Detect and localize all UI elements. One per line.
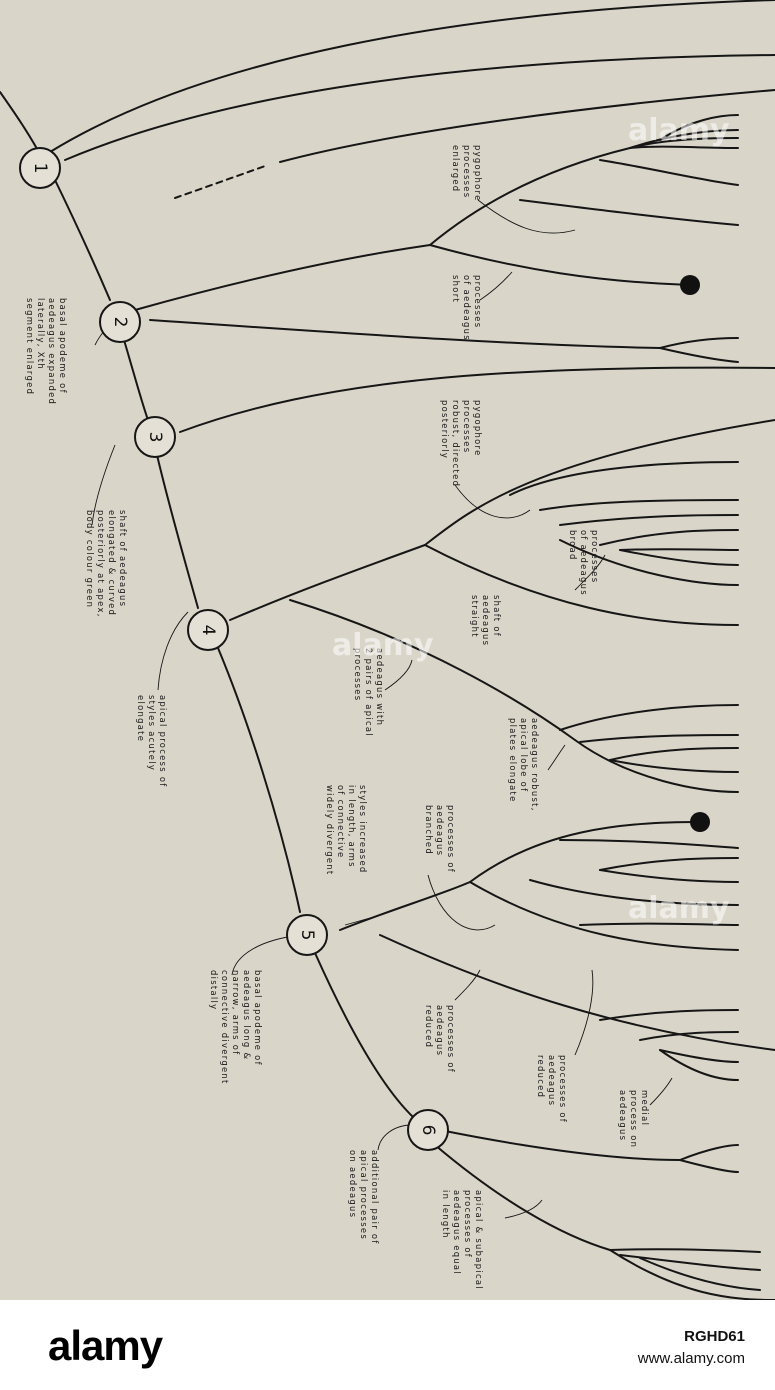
ann-node4-l1: apical process of <box>158 695 168 788</box>
ann-pr-l3: robust, directed <box>451 400 461 488</box>
tip-6e <box>640 1258 760 1290</box>
ann-node2-l3: laterally, Xth <box>36 298 46 370</box>
annotation-node2 <box>25 298 68 405</box>
ann-ra-l1: processes of <box>446 1005 456 1074</box>
ann-si-l1: styles increased <box>358 785 368 874</box>
annotation-pygophore-enlarged <box>451 145 483 202</box>
node-5 <box>287 915 327 955</box>
backbone <box>0 92 413 1117</box>
ann-ps-l3: short <box>451 275 461 304</box>
tip-4f <box>620 549 738 550</box>
ann-si-l4: widely divergent <box>325 785 335 876</box>
ann-pr-l4: posteriorly <box>440 400 450 460</box>
leader-medial <box>650 1078 672 1105</box>
ann-mp-l3: aedeagus <box>618 1090 628 1142</box>
ann-ra-l3: reduced <box>424 1005 434 1049</box>
ann-node5-l3: narrow, arms of <box>231 970 241 1056</box>
tip-6b <box>680 1160 738 1172</box>
annotation-processes-reduced-a <box>424 1005 456 1073</box>
ann-pe-l3: enlarged <box>451 145 461 193</box>
backbone-1-2 <box>55 180 110 300</box>
tip-6a <box>680 1145 738 1160</box>
clade-1 <box>50 0 775 198</box>
leader-node6 <box>378 1125 412 1150</box>
annotation-processes-reduced-b <box>536 1055 568 1123</box>
ann-ar-l1: aedeagus robust, <box>530 718 540 812</box>
tip-4c <box>540 500 738 510</box>
ann-pr-l1: pygophore <box>473 400 483 457</box>
ann-node3-l1: shaft of aedeagus <box>118 510 128 608</box>
ann-node4-l3: elongate <box>136 695 146 743</box>
ann-ra-l2: aedeagus <box>435 1005 445 1057</box>
leader-processes-short <box>480 272 512 300</box>
ann-rb-l3: reduced <box>536 1055 546 1099</box>
leader-aedeagus-robust <box>548 745 565 770</box>
ann-node2-l1: basal apodeme of <box>58 298 68 394</box>
annotation-medial-process <box>618 1090 650 1148</box>
terminal-dot-1 <box>680 275 700 295</box>
backbone-5-6 <box>315 953 413 1117</box>
clade-5 <box>340 812 775 1080</box>
node-2 <box>100 302 140 342</box>
tip-3b <box>660 348 738 362</box>
ann-pe-l2: processes <box>462 145 472 199</box>
annotation-processes-broad <box>568 530 600 596</box>
tip-4b <box>510 462 738 495</box>
tip-2e <box>600 160 738 185</box>
tip-5d <box>600 870 738 882</box>
annotation-node6 <box>348 1150 380 1245</box>
annotation-node4 <box>136 695 168 788</box>
terminal-dot-2 <box>690 812 710 832</box>
annotation-processes-short <box>451 275 483 341</box>
leader-node4 <box>158 612 188 690</box>
tip-4e <box>600 530 738 545</box>
ann-node2-l2: aedeagus expanded <box>47 298 57 406</box>
ann-node3-l2: elongated & curved <box>107 510 117 617</box>
tip-4g <box>620 550 738 565</box>
tip-4k <box>580 735 738 742</box>
ann-rb-l1: processes of <box>558 1055 568 1124</box>
tip-5c <box>600 858 738 870</box>
ann-node6-l1: additional pair of <box>370 1150 380 1245</box>
branch-2-tip-long <box>150 320 660 348</box>
ann-node6-l2: apical processes <box>359 1150 369 1240</box>
tip-2f <box>520 200 738 225</box>
ann-as-l4: in length <box>441 1190 451 1239</box>
node-label-1: 1 <box>30 162 50 174</box>
ann-as-l3: aedeagus equal <box>452 1190 462 1275</box>
leader-two-pairs <box>385 660 412 690</box>
annotation-node5 <box>209 970 263 1085</box>
leader-branched <box>428 875 495 930</box>
tip-4d <box>560 515 738 525</box>
ann-ps-l1: processes <box>473 275 483 329</box>
ann-ss-l3: straight <box>470 595 480 638</box>
ann-rb-l2: aedeagus <box>547 1055 557 1107</box>
annotation-shaft-straight <box>470 595 502 646</box>
node-6 <box>408 1110 448 1150</box>
node-label-5: 5 <box>297 929 317 941</box>
ann-node3-l3: posteriorly at apex, <box>96 510 106 618</box>
backbone-3-4 <box>157 455 198 608</box>
branch-6-upper <box>440 1130 680 1160</box>
ann-pr-l2: processes <box>462 400 472 454</box>
tip-3a <box>660 338 738 348</box>
backbone-4-5 <box>218 648 300 912</box>
annotation-styles-increased <box>325 785 368 876</box>
branch-4-upper-stem <box>230 545 425 620</box>
ann-br-l2: aedeagus <box>435 805 445 857</box>
tip-5k <box>660 1050 738 1080</box>
branch-2-stem <box>135 245 430 310</box>
ann-node5-l4: connective divergent <box>220 970 230 1085</box>
ann-br-l1: processes of <box>446 805 456 874</box>
annotation-aedeagus-robust <box>508 718 540 812</box>
ann-node2-l4: segment enlarged <box>25 298 35 396</box>
image-id-label: RGHD61 <box>684 1328 745 1345</box>
ann-pb-l1: processes <box>590 530 600 584</box>
ann-ss-l1: shaft of <box>492 595 502 638</box>
node-1 <box>20 148 60 188</box>
site-url-label: www.alamy.com <box>637 1350 745 1367</box>
watermark-bottom: alamy <box>628 891 730 926</box>
tip-4j <box>560 705 738 730</box>
backbone-2-3 <box>124 340 148 420</box>
tip-5h <box>600 1010 738 1020</box>
node-label-2: 2 <box>110 316 130 328</box>
tip-5b <box>560 840 738 848</box>
tip-4l <box>610 748 738 760</box>
branch-5-stem <box>340 882 470 930</box>
tip-5a <box>470 822 700 882</box>
ann-tp-l3: processes <box>353 648 363 702</box>
ann-node4-l2: styles acutely <box>147 695 157 772</box>
ann-si-l2: in length, arms <box>347 785 357 868</box>
annotation-processes-branched <box>424 805 456 873</box>
watermark-top: alamy <box>628 113 730 148</box>
dashed-connector <box>175 165 268 198</box>
ann-as-l1: apical & subapical <box>474 1190 484 1290</box>
ann-pb-l3: broad <box>568 530 578 561</box>
ann-si-l3: of connective <box>336 785 346 859</box>
ann-pb-l2: of aedeagus <box>579 530 589 596</box>
ann-ss-l2: aedeagus <box>481 595 491 647</box>
annotation-pygophore-robust <box>440 400 483 487</box>
ann-node5-l5: distally <box>209 970 219 1011</box>
node-label-3: 3 <box>145 431 165 443</box>
annotation-node3 <box>85 510 128 618</box>
ann-node3-l4: body colour green <box>85 510 95 609</box>
stock-footer-bar <box>0 1300 775 1390</box>
node-4 <box>188 610 228 650</box>
ann-mp-l2: process on <box>629 1090 639 1149</box>
node-3 <box>135 417 175 457</box>
ann-node6-l3: on aedeagus <box>348 1150 358 1219</box>
clade-6 <box>435 1130 775 1300</box>
ann-ar-l2: apical lobe of <box>519 718 529 793</box>
ann-mp-l1: medial <box>640 1090 650 1127</box>
ann-pe-l1: pygophore <box>473 145 483 202</box>
tip-6c <box>610 1249 760 1252</box>
ann-node5-l2: aedeagus long & <box>242 970 252 1061</box>
ann-as-l2: processes of <box>463 1190 473 1259</box>
ann-tp-l2: 2 pairs of apical <box>364 648 374 737</box>
node-label-4: 4 <box>198 624 218 636</box>
watermark-middle: alamy <box>332 628 434 663</box>
ann-ps-l2: of aedeagus <box>462 275 472 341</box>
ann-br-l3: branched <box>424 805 434 855</box>
annotation-apical-subapical <box>441 1190 484 1290</box>
ann-node5-l1: basal apodeme of <box>253 970 263 1066</box>
node-label-6: 6 <box>418 1124 438 1136</box>
ann-ar-l3: plates elongate <box>508 718 518 803</box>
tip-5j <box>660 1050 738 1062</box>
alamy-logo: alamy <box>48 1322 163 1369</box>
ann-tp-l1: aedeagus with <box>375 648 385 727</box>
